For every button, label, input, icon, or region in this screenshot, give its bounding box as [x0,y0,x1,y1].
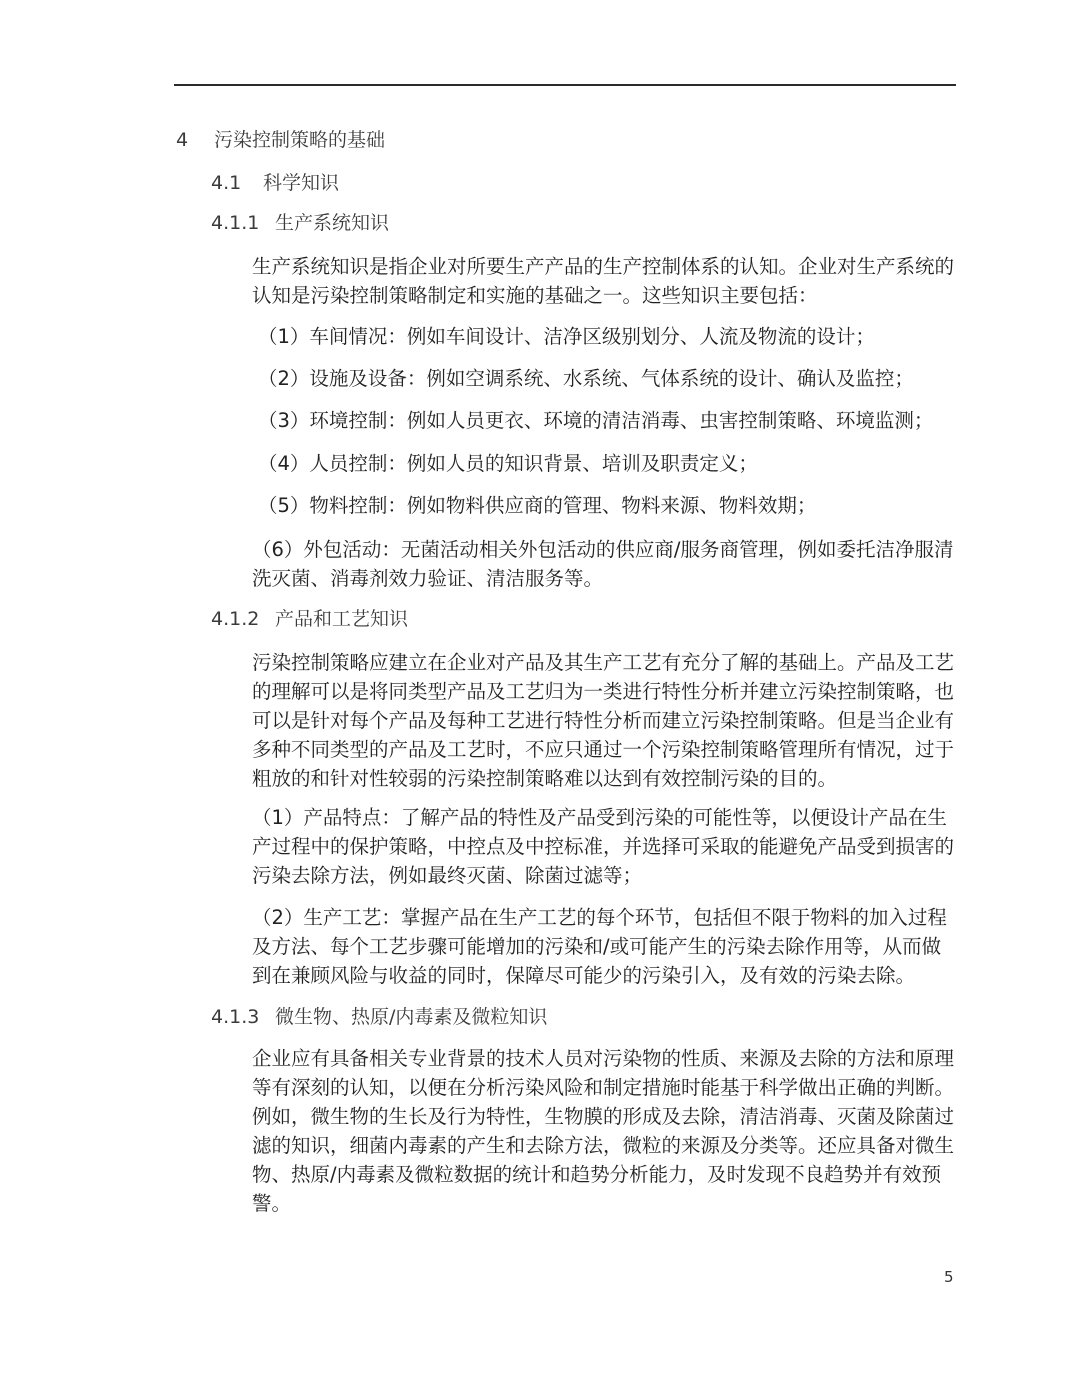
paragraph-line: （2）生产工艺：掌握产品在生产工艺的每个环节，包括但不限于物料的加入过程 [252,906,947,929]
list-item-multiline [252,903,952,990]
list-item [258,449,958,478]
section-4-1-3-body [252,1044,955,1218]
paragraph-line: 污染控制策略应建立在企业对产品及其生产工艺有充分了解的基础上。产品及工艺 [252,651,955,674]
paragraph-line: 滤的知识，细菌内毒素的产生和去除方法，微粒的来源及分类等。还应具备对微生 [252,1134,955,1157]
section-number: 4.1 [211,172,242,194]
list-item-text: 车间情况：例如车间设计、洁净区级别划分、人流及物流的设计； [309,325,875,348]
paragraph-line: 物、热原/内毒素及微粒数据的统计和趋势分析能力，及时发现不良趋势并有效预 [252,1163,942,1186]
section-title: 微生物、热原/内毒素及微粒知识 [275,1006,548,1028]
section-4-1-1-heading [211,211,389,235]
page-number: 5 [944,1268,954,1286]
paragraph-line: 警。 [252,1192,292,1215]
paragraph-line: 洗灭菌、消毒剂效力验证、清洁服务等。 [252,567,604,590]
header-rule [174,84,956,86]
section-4-1-1-intro [252,252,955,310]
paragraph-line: 认知是污染控制策略制定和实施的基础之一。这些知识主要包括： [252,284,818,307]
list-item-multiline [252,803,955,890]
paragraph-line: 多种不同类型的产品及工艺时，不应只通过一个污染控制策略管理所有情况，过于 [252,738,955,761]
section-title: 生产系统知识 [275,212,390,234]
paragraph-line: 生产系统知识是指企业对所要生产产品的生产控制体系的认知。企业对生产系统的 [252,255,955,278]
section-title: 科学知识 [263,172,340,194]
paragraph-line: 粗放的和针对性较弱的污染控制策略难以达到有效控制污染的目的。 [252,767,838,790]
section-4-1-2-heading [211,607,408,631]
section-4-1-heading [211,171,339,195]
paragraph-line: 企业应有具备相关专业背景的技术人员对污染物的性质、来源及去除的方法和原理 [252,1047,955,1070]
list-item [258,364,958,393]
section-number: 4.1.2 [211,608,260,630]
section-4-1-2-intro [252,648,955,793]
list-item-text: 环境控制：例如人员更衣、环境的清洁消毒、虫害控制策略、环境监测； [309,409,934,432]
list-marker: （2） [258,367,310,390]
list-marker: （5） [258,494,310,517]
list-item-multiline [252,535,952,593]
list-marker: （3） [258,409,310,432]
paragraph-line: 的理解可以是将同类型产品及工艺归为一类进行特性分析并建立污染控制策略，也 [252,680,955,703]
list-item-text: 物料控制：例如物料供应商的管理、物料来源、物料效期； [309,494,817,517]
list-marker: （1） [258,325,310,348]
section-number: 4 [176,129,189,151]
section-4-1-3-heading [211,1005,547,1029]
paragraph-line: （6）外包活动：无菌活动相关外包活动的供应商/服务商管理，例如委托洁净服清 [252,538,954,561]
list-item [258,406,958,435]
paragraph-line: 及方法、每个工艺步骤可能增加的污染和/或可能产生的污染去除作用等，从而做 [252,935,942,958]
list-item-text: 人员控制：例如人员的知识背景、培训及职责定义； [309,452,758,475]
section-title: 污染控制策略的基础 [214,129,386,151]
list-item-text: 设施及设备：例如空调系统、水系统、气体系统的设计、确认及监控； [309,367,914,390]
paragraph-line: 例如，微生物的生长及行为特性，生物膜的形成及去除，清洁消毒、灭菌及除菌过 [252,1105,955,1128]
list-marker: （4） [258,452,310,475]
paragraph-line: （1）产品特点：了解产品的特性及产品受到污染的可能性等，以便设计产品在生 [252,806,947,829]
paragraph-line: 产过程中的保护策略，中控点及中控标准，并选择可采取的能避免产品受到损害的 [252,835,955,858]
section-number: 4.1.3 [211,1006,260,1028]
paragraph-line: 到在兼顾风险与收益的同时，保障尽可能少的污染引入，及有效的污染去除。 [252,964,916,987]
paragraph-line: 等有深刻的认知，以便在分析污染风险和制定措施时能基于科学做出正确的判断。 [252,1076,955,1099]
list-item [258,322,958,351]
paragraph-line: 可以是针对每个产品及每种工艺进行特性分析而建立污染控制策略。但是当企业有 [252,709,955,732]
list-item [258,491,958,520]
section-title: 产品和工艺知识 [275,608,409,630]
section-4-heading [176,128,385,152]
section-number: 4.1.1 [211,212,260,234]
paragraph-line: 污染去除方法，例如最终灭菌、除菌过滤等； [252,864,643,887]
